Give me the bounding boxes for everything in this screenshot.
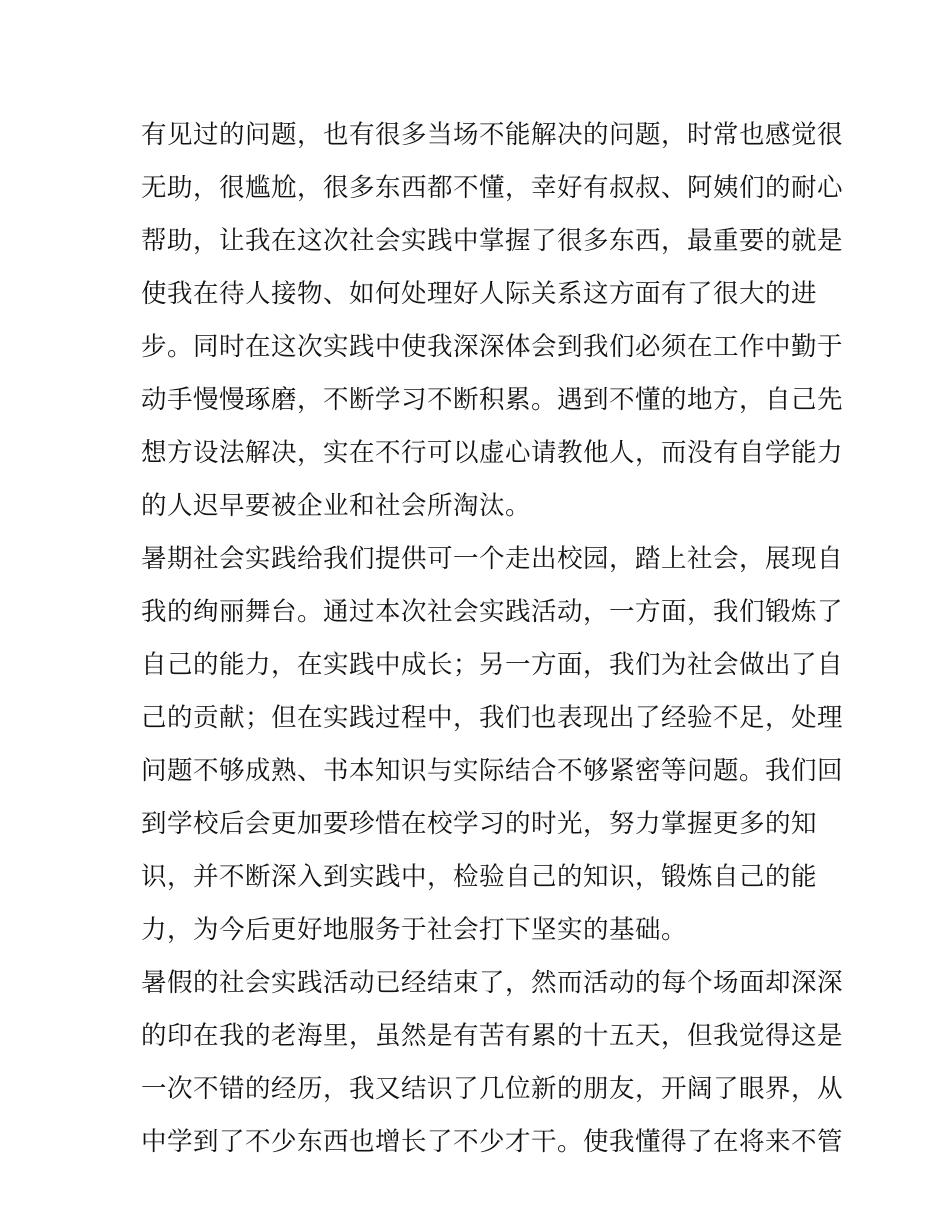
text-line: 我的绚丽舞台。通过本次社会实践活动，一方面，我们锻炼了 xyxy=(141,597,844,627)
text-line: 动手慢慢琢磨，不断学习不断积累。遇到不懂的地方，自己先 xyxy=(141,385,844,415)
text-line: 识，并不断深入到实践中，检验自己的知识，锻炼自己的能 xyxy=(141,862,818,892)
text-line: 暑假的社会实践活动已经结束了，然而活动的每个场面却深深 xyxy=(141,968,844,998)
text-line: 的人迟早要被企业和社会所淘汰。 xyxy=(141,491,532,521)
text-line: 到学校后会更加要珍惜在校学习的时光，努力掌握更多的知 xyxy=(141,809,818,839)
text-line: 帮助，让我在这次社会实践中掌握了很多东西，最重要的就是 xyxy=(141,226,844,256)
text-line: 无助，很尴尬，很多东西都不懂，幸好有叔叔、阿姨们的耐心 xyxy=(141,173,844,203)
text-line: 己的贡献；但在实践过程中，我们也表现出了经验不足，处理 xyxy=(141,703,844,733)
text-line: 自己的能力，在实践中成长；另一方面，我们为社会做出了自 xyxy=(141,650,844,680)
text-line: 想方设法解决，实在不行可以虚心请教他人，而没有自学能力 xyxy=(141,438,844,468)
text-line: 暑期社会实践给我们提供可一个走出校园，踏上社会，展现自 xyxy=(141,544,844,574)
text-line: 有见过的问题，也有很多当场不能解决的问题，时常也感觉很 xyxy=(141,120,844,150)
document-body xyxy=(141,109,844,1169)
text-line: 使我在待人接物、如何处理好人际关系这方面有了很大的进 xyxy=(141,279,818,309)
text-line: 的印在我的老海里，虽然是有苦有累的十五天，但我觉得这是 xyxy=(141,1021,844,1051)
text-line: 问题不够成熟、书本知识与实际结合不够紧密等问题。我们回 xyxy=(141,756,844,786)
text-line: 步。同时在这次实践中使我深深体会到我们必须在工作中勤于 xyxy=(141,332,844,362)
text-line: 中学到了不少东西也增长了不少才干。使我懂得了在将来不管 xyxy=(141,1127,844,1157)
text-line: 一次不错的经历，我又结识了几位新的朋友，开阔了眼界，从 xyxy=(141,1074,844,1104)
text-line: 力，为今后更好地服务于社会打下坚实的基础。 xyxy=(141,915,688,945)
